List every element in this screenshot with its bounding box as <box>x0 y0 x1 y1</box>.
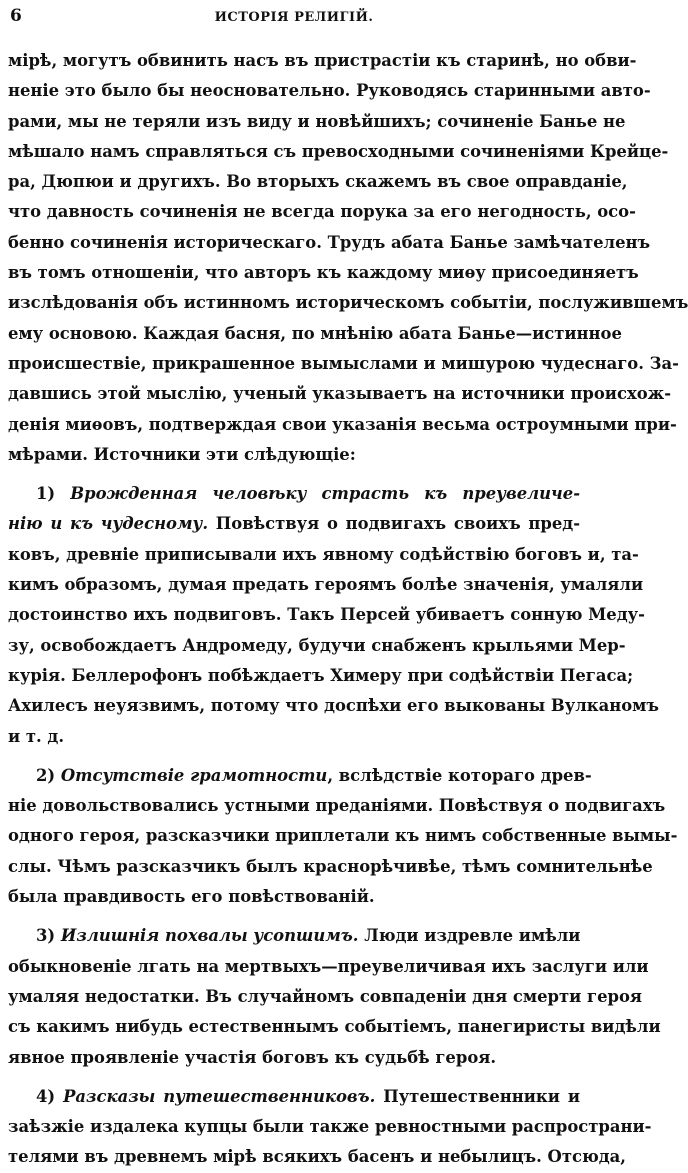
italic-text: Врожденная человѣку страсть къ преувеличе- <box>70 484 580 504</box>
text-line <box>8 137 669 167</box>
line-text: зу, освобождаетъ Андромеду, будучи снабженъ крыльями Мер- <box>8 635 626 655</box>
text-line <box>8 921 580 951</box>
text-line <box>8 691 659 721</box>
line-text: умаляя недостатки. Въ случайномъ совпаденіи дня смерти героя <box>8 986 643 1006</box>
line-text: мѣрами. Источники эти слѣдующіе: <box>8 444 356 464</box>
line-text: явное проявленіе участія боговъ къ судьбѣ героя. <box>8 1047 497 1067</box>
text-line <box>8 761 592 791</box>
text-line <box>8 1012 661 1042</box>
line-text: Путешественники и <box>375 1086 580 1106</box>
paragraph-gap <box>8 1073 580 1082</box>
text-line <box>8 570 644 600</box>
text-line <box>8 852 653 882</box>
text-line <box>8 661 634 691</box>
italic-text: Излишнія похвалы усопшимъ. <box>60 926 359 946</box>
line-text: была правдивость его повѣствованій. <box>8 887 375 907</box>
paragraph <box>8 921 661 1072</box>
text-line <box>8 167 628 197</box>
paragraph <box>8 46 688 470</box>
line-text: изслѣдованія объ истинномъ историческомъ событіи, послужившемъ <box>8 293 688 313</box>
text-line <box>8 540 639 570</box>
text-line <box>8 107 626 137</box>
line-text: бенно сочиненія историческаго. Трудъ абата Банье замѣчателенъ <box>8 232 651 252</box>
text-line <box>8 228 651 258</box>
text-line <box>8 46 637 76</box>
line-text: денія миѳовъ, подтверждая свои указанія весьма остроумными при- <box>8 414 677 434</box>
line-text: неніе это было бы неосновательно. Руководясь старинными авто- <box>8 81 651 101</box>
text-line <box>8 349 679 379</box>
text-line <box>8 1043 580 1073</box>
line-text: съ какимъ нибудь естественнымъ событіемъ, панегиристы видѣли <box>8 1017 661 1037</box>
line-text: и т. д. <box>8 726 65 746</box>
text-line <box>8 440 580 470</box>
line-text: давшись этой мыслію, ученый указываетъ на источники происхож- <box>8 384 672 404</box>
paragraph-gap <box>8 752 580 761</box>
text-line <box>8 197 636 227</box>
text-line <box>8 1082 580 1112</box>
line-text: Люди издревле имѣли <box>358 926 581 946</box>
page-number: 6 <box>10 6 22 26</box>
text-line <box>8 1142 627 1172</box>
text-line <box>8 76 651 106</box>
text-line <box>8 288 688 318</box>
paragraph <box>8 479 659 752</box>
text-line <box>8 258 639 288</box>
line-text: курія. Беллерофонъ побѣждаетъ Химеру при содѣйствіи Пегаса; <box>8 665 634 685</box>
line-text: заѣзжіе издалека купцы были также ревностными распространи- <box>8 1117 652 1137</box>
line-text: что давность сочиненія не всегда порука за его негодность, осо- <box>8 202 636 222</box>
text-line <box>8 791 666 821</box>
line-text: 4) <box>36 1086 64 1106</box>
line-text: 3) <box>36 926 61 946</box>
line-text: ковъ, древніе приписывали ихъ явному содѣйствію боговъ и, та- <box>8 544 639 564</box>
paragraph <box>8 761 678 912</box>
line-text: въ томъ отношеніи, что авторъ къ каждому миѳу присоединяетъ <box>8 263 639 283</box>
line-text: Ахилесъ неуязвимъ, потому что доспѣхи его выкованы Вулканомъ <box>8 696 659 716</box>
italic-text: нію и къ чудесному. <box>8 514 209 534</box>
text-line <box>8 722 580 752</box>
paragraph-gap <box>8 912 580 921</box>
line-text: телями въ древнемъ мірѣ всякихъ басенъ и небылицъ. Отсюда, <box>8 1147 627 1167</box>
line-text: ему основою. Каждая басня, по мнѣнію абата Банье—истинное <box>8 323 622 343</box>
italic-text: Отсутствіе грамотности <box>60 765 328 785</box>
line-text: рами, мы не теряли изъ виду и новѣйшихъ; сочиненіе Банье не <box>8 111 626 131</box>
paragraph <box>8 1082 652 1173</box>
line-text: ніе довольствовались устными преданіями. Повѣствуя о подвигахъ <box>8 796 666 816</box>
text-line <box>8 1112 652 1142</box>
text-line <box>8 379 672 409</box>
line-text: обыкновеніе лгать на мертвыхъ—преувеличивая ихъ заслуги или <box>8 956 649 976</box>
text-line <box>8 319 622 349</box>
italic-text: Разсказы путешественниковъ. <box>63 1086 376 1106</box>
text-line <box>8 821 678 851</box>
line-text: мѣшало намъ справляться съ превосходными сочиненіями Крейце- <box>8 141 669 161</box>
text-line <box>8 952 649 982</box>
line-text: кимъ образомъ, думая предать героямъ болѣе значенія, умаляли <box>8 575 644 595</box>
line-text: , вслѣдствіе котораго древ- <box>327 765 592 785</box>
text-line <box>8 410 677 440</box>
text-line <box>8 631 626 661</box>
line-text: мірѣ, могутъ обвинить насъ въ пристрастіи къ старинѣ, но обви- <box>8 51 637 70</box>
running-title: ИСТОРІЯ РЕЛИГІЙ. <box>214 10 374 25</box>
text-line <box>8 982 643 1012</box>
text-line <box>8 509 580 539</box>
line-text: Повѣствуя о подвигахъ своихъ пред- <box>208 514 580 534</box>
text-line <box>8 882 580 912</box>
line-text: ра, Дюпюи и другихъ. Во вторыхъ скажемъ въ свое оправданіе, <box>8 172 628 192</box>
line-text: 2) <box>36 765 61 785</box>
line-text: происшествіе, прикрашенное вымыслами и мишурою чудеснаго. За- <box>8 353 679 373</box>
line-text: 1) <box>36 484 71 504</box>
line-text: достоинство ихъ подвиговъ. Такъ Персей убиваетъ сонную Меду- <box>8 605 645 625</box>
line-text: одного героя, разсказчики приплетали къ нимъ собственные вымы- <box>8 826 678 846</box>
body-text <box>8 46 688 1173</box>
text-line <box>8 600 645 630</box>
page-header <box>0 6 588 32</box>
text-line <box>8 479 580 509</box>
paragraph-gap <box>8 470 580 479</box>
line-text: слы. Чѣмъ разсказчикъ былъ краснорѣчивѣе, тѣмъ сомнительнѣе <box>8 856 653 876</box>
